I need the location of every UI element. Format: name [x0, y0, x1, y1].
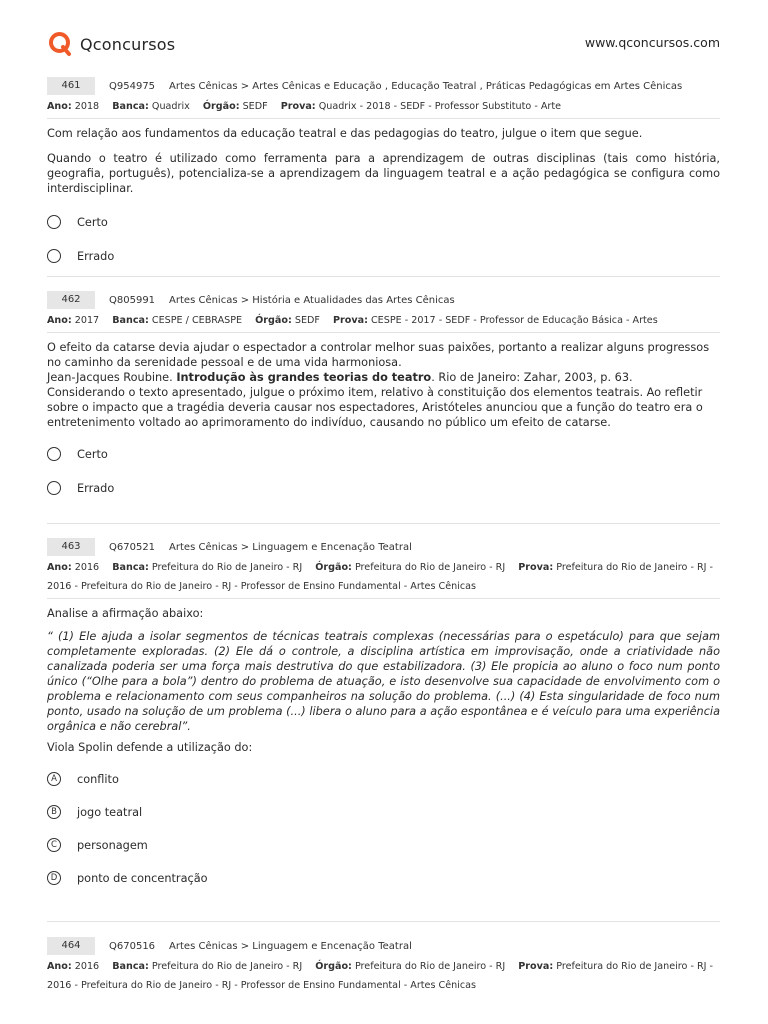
radio-circle[interactable]	[47, 249, 61, 263]
question-meta: Ano: 2016 Banca: Prefeitura do Rio de Janeiro - RJ Órgão: Prefeitura do Rio de Janeiro - RJ Prova: Prefeitura do Rio de Janeiro - RJ - 2016 - Prefeitura do Rio de Janeiro - RJ - Professor de Ensino Fundamental - Artes Cênicas	[47, 961, 713, 991]
radio-circle[interactable]	[47, 481, 61, 495]
question-number: 464	[47, 937, 95, 955]
question-id[interactable]: Q670521	[109, 541, 156, 553]
question-462	[47, 291, 720, 496]
question-intro: Com relação aos fundamentos da educação teatral e das pedagogias do teatro, julgue o item que segue.	[47, 127, 643, 140]
question-separator	[47, 276, 720, 277]
qconcursos-logo-icon	[47, 30, 75, 58]
question-464	[47, 937, 720, 995]
support-text: O efeito da catarse devia ajudar o espectador a controlar melhor suas paixões, portanto a realizar alguns progressos no caminho da serenidade pessoal e de uma vida harmoniosa.	[47, 341, 710, 369]
option-d[interactable]: D ponto de concentração	[47, 870, 720, 886]
question-meta: Ano: 2016 Banca: Prefeitura do Rio de Janeiro - RJ Órgão: Prefeitura do Rio de Janeiro - RJ Prova: Prefeitura do Rio de Janeiro - RJ - 2016 - Prefeitura do Rio de Janeiro - RJ - Professor de Ensino Fundamental - Artes Cênicas	[47, 562, 713, 592]
question-statement: Considerando o texto apresentado, julgue o próximo item, relativo à constituição dos elementos teatrais. Ao refletir sobre o impacto que a tragédia deveria causar nos espectadores, Aristóteles anunciou que a função do teatro era o entretenimento voltado ao aprimoramento do indivíduo, causando no público um efeito de catarse.	[47, 386, 703, 429]
radio-circle[interactable]	[47, 215, 61, 229]
question-category: Artes Cênicas > Artes Cênicas e Educação , Educação Teatral , Práticas Pedagógicas em Artes Cênicas	[169, 80, 683, 92]
option-letter-badge[interactable]: B	[47, 805, 61, 819]
question-text	[47, 340, 720, 430]
option-errado[interactable]: Errado	[47, 248, 720, 264]
question-number: 462	[47, 291, 95, 309]
question-461	[47, 77, 720, 264]
question-463	[47, 538, 720, 886]
option-letter-badge[interactable]: A	[47, 772, 61, 786]
option-c[interactable]: C personagem	[47, 837, 720, 853]
question-number: 461	[47, 77, 95, 95]
option-letter-badge[interactable]: D	[47, 871, 61, 885]
question-meta: Ano: 2017 Banca: CESPE / CEBRASPE Órgão: SEDF Prova: CESPE - 2017 - SEDF - Professor de Educação Básica - Artes	[47, 315, 658, 326]
question-id[interactable]: Q670516	[109, 940, 156, 952]
question-number: 463	[47, 538, 95, 556]
question-id[interactable]: Q954975	[109, 80, 156, 92]
brand-name: Qconcursos	[80, 34, 176, 54]
option-certo[interactable]: Certo	[47, 446, 720, 462]
site-url[interactable]: www.qconcursos.com	[584, 35, 720, 50]
citation: Jean-Jacques Roubine. Introdução às grandes teorias do teatro. Rio de Janeiro: Zahar, 2003, p. 63.	[47, 371, 633, 384]
question-category: Artes Cênicas > História e Atualidades das Artes Cênicas	[169, 294, 455, 306]
radio-circle[interactable]	[47, 447, 61, 461]
question-id[interactable]: Q805991	[109, 294, 156, 306]
option-letter-badge[interactable]: C	[47, 838, 61, 852]
question-statement: Viola Spolin defende a utilização do:	[47, 741, 253, 754]
question-separator	[47, 921, 720, 922]
question-statement: Quando o teatro é utilizado como ferramenta para a aprendizagem de outras disciplinas (tais como história, geografia, português), potencializa-se a aprendizagem da linguagem teatral e a ação pedagógica se configura como interdisciplinar.	[47, 152, 720, 195]
brand-logo[interactable]	[47, 30, 175, 58]
option-a[interactable]: A conflito	[47, 771, 720, 787]
question-meta: Ano: 2018 Banca: Quadrix Órgão: SEDF Prova: Quadrix - 2018 - SEDF - Professor Substituto - Arte	[47, 101, 561, 112]
quote-text: “ (1) Ele ajuda a isolar segmentos de técnicas teatrais complexas (necessárias para o espetáculo) para que sejam completamente exploradas. (2) Ele dá o controle, a disciplina artística em improvisação, onde a criatividade não canalizada poderia ser uma força mais destrutiva do que estabilizadora. (3) Ele propicia ao aluno o foco num ponto único (“Olhe para a bola”) dentro do problema de atuação, e isto desenvolve sua capacidade de envolvimento com o problema e relacionamento com seus companheiros na solução do problema. (...) (4) Esta singularidade de foco num ponto, usado na solução de um problema (...) libera o aluno para a ação espontânea e é veículo para uma experiência orgânica e não cerebral”.	[47, 630, 720, 733]
question-category: Artes Cênicas > Linguagem e Encenação Teatral	[169, 541, 412, 553]
page-header	[0, 0, 768, 60]
question-intro: Analise a afirmação abaixo:	[47, 607, 204, 620]
question-category: Artes Cênicas > Linguagem e Encenação Teatral	[169, 940, 412, 952]
option-b[interactable]: B jogo teatral	[47, 804, 720, 820]
option-certo[interactable]: Certo	[47, 214, 720, 230]
question-separator	[47, 523, 720, 524]
option-errado[interactable]: Errado	[47, 480, 720, 496]
